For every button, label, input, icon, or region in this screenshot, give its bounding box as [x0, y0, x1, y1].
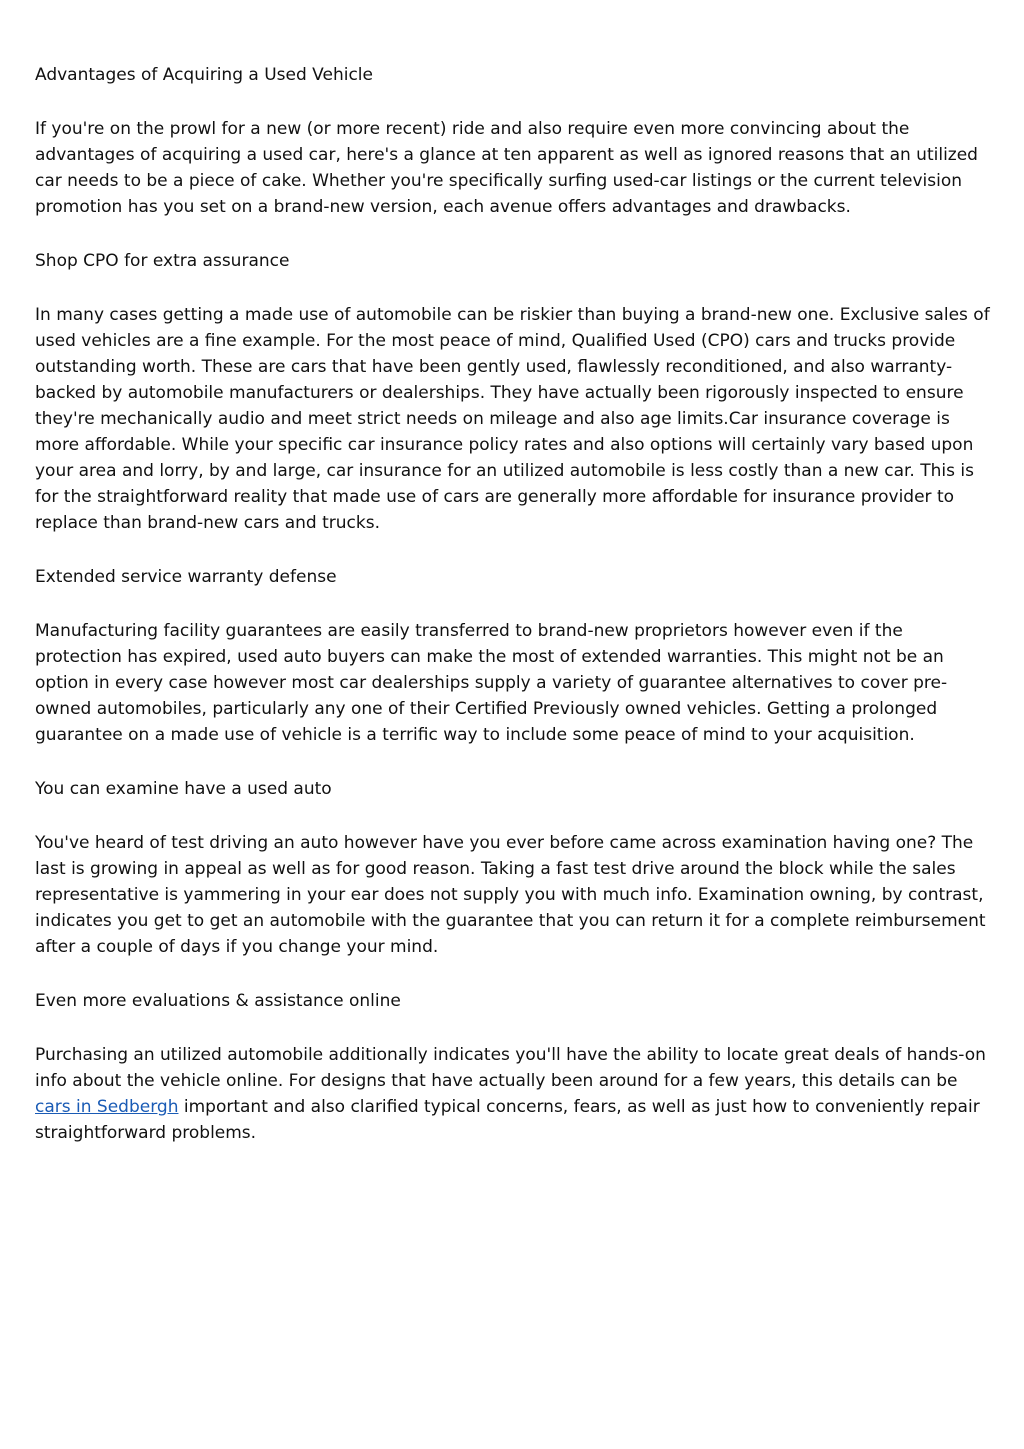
cars-in-sedbergh-link[interactable]: cars in Sedbergh: [35, 1097, 179, 1117]
section-heading-examine: You can examine have a used auto: [35, 779, 332, 799]
section-body-online: [35, 1042, 991, 1146]
body-text-after-link: important and also clarified typical concerns, fears, as well as just how to conveniently repair straightforward problems.: [35, 1097, 980, 1143]
document-title: Advantages of Acquiring a Used Vehicle: [35, 65, 373, 85]
section-body-cpo: In many cases getting a made use of automobile can be riskier than buying a brand-new one. Exclusive sales of used vehicles are a fine example. For the most peace of mind, Qualified Used (CPO) cars and trucks provide outstanding worth. These are cars that have been gently used, flawlessly reconditioned, and also warranty-backed by automobile manufacturers or dealerships. They have actually been rigorously inspected to ensure they're mechanically audio and meet strict needs on mileage and also age limits.Car insurance coverage is more affordable. While your specific car insurance policy rates and also options will certainly vary based upon your area and lorry, by and large, car insurance for an utilized automobile is less costly than a new car. This is for the straightforward reality that made use of cars are generally more affordable for insurance provider to replace than brand-new cars and trucks.: [35, 305, 990, 533]
body-text-before-link: Purchasing an utilized automobile additionally indicates you'll have the ability to locate great deals of hands-on info about the vehicle online. For designs that have actually been around for a few years, this details can be: [35, 1045, 986, 1091]
section-heading-warranty: Extended service warranty defense: [35, 567, 337, 587]
section-heading-cpo: Shop CPO for extra assurance: [35, 251, 290, 271]
section-body-warranty: Manufacturing facility guarantees are easily transferred to brand-new proprietors however even if the protection has expired, used auto buyers can make the most of extended warranties. This might not be an option in every case however most car dealerships supply a variety of guarantee alternatives to cover pre-owned automobiles, particularly any one of their Certified Previously owned vehicles. Getting a prolonged guarantee on a made use of vehicle is a terrific way to include some peace of mind to your acquisition.: [35, 621, 948, 745]
section-body-examine: You've heard of test driving an auto however have you ever before came across examination having one? The last is growing in appeal as well as for good reason. Taking a fast test drive around the block while the sales representative is yammering in your ear does not supply you with much info. Examination owning, by contrast, indicates you get to get an automobile with the guarantee that you can return it for a complete reimbursement after a couple of days if you change your mind.: [35, 833, 986, 957]
document-body: [35, 62, 991, 1174]
intro-paragraph: If you're on the prowl for a new (or more recent) ride and also require even more convincing about the advantages of acquiring a used car, here's a glance at ten apparent as well as ignored reasons that an utilized car needs to be a piece of cake. Whether you're specifically surfing used-car listings or the current television promotion has you set on a brand-new version, each avenue offers advantages and drawbacks.: [35, 119, 978, 217]
section-heading-online: Even more evaluations & assistance online: [35, 991, 401, 1011]
